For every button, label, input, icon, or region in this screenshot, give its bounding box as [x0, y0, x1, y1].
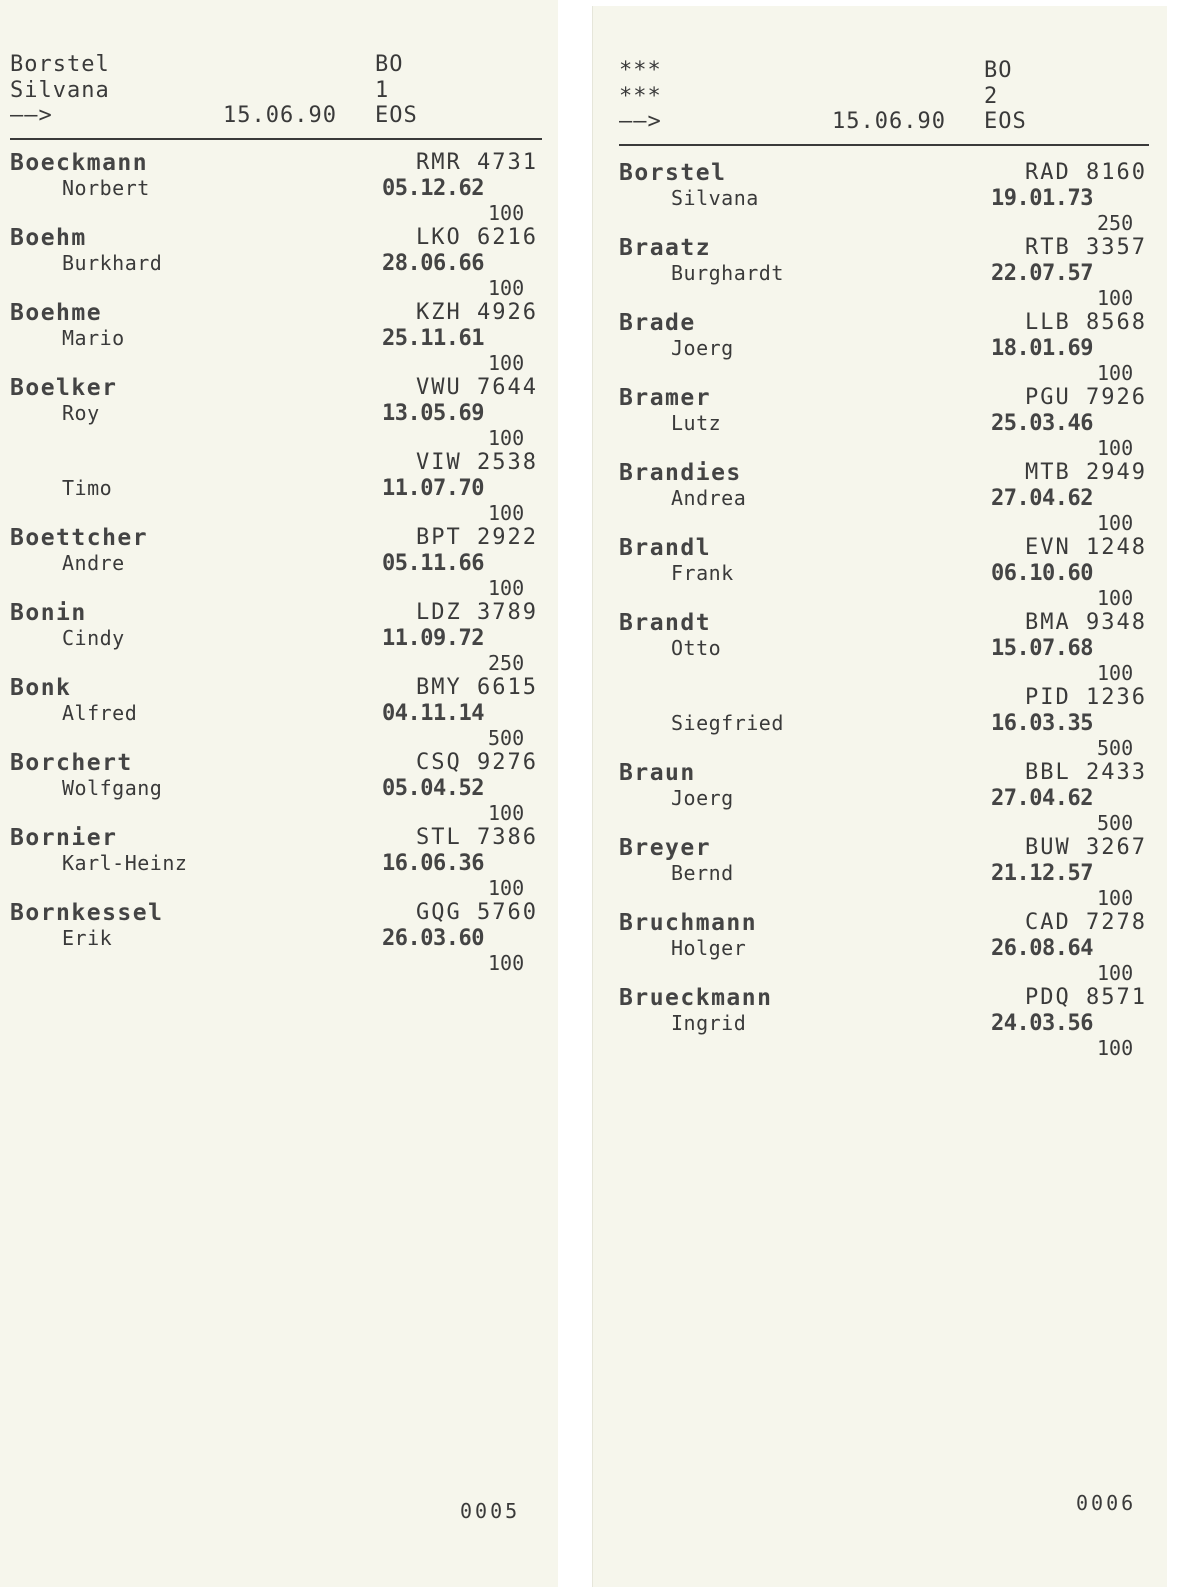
entry-birthdate: 11.09.72 [382, 626, 484, 651]
entry-surname: Bornier [10, 825, 118, 851]
sheet-page-1 [0, 0, 558, 1587]
entry-firstname: Cindy [62, 626, 125, 650]
list-item [10, 523, 540, 598]
entry-list [619, 158, 1149, 1058]
entry-birthdate: 21.12.57 [991, 861, 1093, 886]
header-code: BO [375, 52, 404, 77]
arrow-icon: ——> [10, 103, 53, 128]
entry-amount: 100 [1097, 661, 1134, 685]
header-school: EOS [984, 109, 1027, 134]
header-surname: *** [619, 58, 662, 83]
list-item [619, 833, 1149, 908]
header-firstname: Silvana [10, 78, 110, 103]
entry-registration: EVN 1248 [1025, 535, 1147, 560]
entry-amount: 100 [488, 276, 525, 300]
entry-amount: 250 [488, 651, 525, 675]
entry-firstname: Burkhard [62, 251, 163, 275]
entry-birthdate: 26.08.64 [991, 936, 1093, 961]
entry-registration: VIW 2538 [416, 450, 538, 475]
list-item [10, 598, 540, 673]
entry-registration: PGU 7926 [1025, 385, 1147, 410]
list-item [10, 298, 540, 373]
list-item [10, 823, 540, 898]
entry-firstname: Timo [62, 476, 113, 500]
entry-amount: 100 [488, 201, 525, 225]
entry-registration: STL 7386 [416, 825, 538, 850]
entry-firstname: Siegfried [671, 711, 784, 735]
entry-registration: KZH 4926 [416, 300, 538, 325]
entry-firstname: Mario [62, 326, 125, 350]
entry-birthdate: 05.11.66 [382, 551, 484, 576]
list-item [619, 308, 1149, 383]
header-firstname: *** [619, 84, 662, 109]
entry-birthdate: 16.06.36 [382, 851, 484, 876]
entry-surname: Brueckmann [619, 985, 773, 1011]
list-item [10, 373, 540, 448]
entry-birthdate: 27.04.62 [991, 786, 1093, 811]
entry-firstname: Andrea [671, 486, 747, 510]
header-surname: Borstel [10, 52, 110, 77]
entry-amount: 100 [1097, 286, 1134, 310]
entry-surname: Bonk [10, 675, 72, 701]
entry-surname: Boehm [10, 225, 87, 251]
entry-surname: Bruchmann [619, 910, 758, 936]
entry-amount: 100 [1097, 586, 1134, 610]
entry-amount: 100 [1097, 886, 1134, 910]
entry-registration: BMY 6615 [416, 675, 538, 700]
entry-birthdate: 28.06.66 [382, 251, 484, 276]
entry-firstname: Joerg [671, 336, 734, 360]
entry-firstname: Andre [62, 551, 125, 575]
entry-birthdate: 13.05.69 [382, 401, 484, 426]
entry-birthdate: 05.04.52 [382, 776, 484, 801]
entry-surname: Boehme [10, 300, 103, 326]
entry-amount: 500 [488, 726, 525, 750]
entry-amount: 100 [488, 351, 525, 375]
entry-firstname: Burghardt [671, 261, 784, 285]
entry-firstname: Silvana [671, 186, 759, 210]
entry-firstname: Karl-Heinz [62, 851, 188, 875]
entry-surname: Bonin [10, 600, 87, 626]
entry-amount: 250 [1097, 211, 1134, 235]
entry-registration: CSQ 9276 [416, 750, 538, 775]
list-item [619, 758, 1149, 833]
entry-birthdate: 19.01.73 [991, 186, 1093, 211]
entry-amount: 100 [488, 876, 525, 900]
list-item [10, 448, 540, 523]
entry-birthdate: 16.03.35 [991, 711, 1093, 736]
entry-registration: BPT 2922 [416, 525, 538, 550]
entry-amount: 100 [1097, 1036, 1134, 1060]
entry-birthdate: 06.10.60 [991, 561, 1093, 586]
header-sheet-number: 1 [375, 78, 390, 103]
entry-registration: PDQ 8571 [1025, 985, 1147, 1010]
entry-birthdate: 04.11.14 [382, 701, 484, 726]
list-item [619, 908, 1149, 983]
entry-birthdate: 05.12.62 [382, 176, 484, 201]
entry-amount: 100 [1097, 436, 1134, 460]
entry-firstname: Erik [62, 926, 113, 950]
entry-surname: Braun [619, 760, 696, 786]
entry-registration: RAD 8160 [1025, 160, 1147, 185]
list-item [619, 608, 1149, 683]
entry-surname: Brandt [619, 610, 712, 636]
entry-amount: 100 [1097, 361, 1134, 385]
entry-birthdate: 25.11.61 [382, 326, 484, 351]
list-item [10, 748, 540, 823]
entry-birthdate: 25.03.46 [991, 411, 1093, 436]
entry-registration: LLB 8568 [1025, 310, 1147, 335]
entry-surname: Braatz [619, 235, 712, 261]
entry-firstname: Alfred [62, 701, 138, 725]
entry-registration: MTB 2949 [1025, 460, 1147, 485]
entry-firstname: Bernd [671, 861, 734, 885]
list-item [10, 673, 540, 748]
list-item [10, 148, 540, 223]
header-divider [10, 138, 542, 140]
entry-birthdate: 24.03.56 [991, 1011, 1093, 1036]
entry-registration: PID 1236 [1025, 685, 1147, 710]
entry-amount: 100 [1097, 961, 1134, 985]
entry-amount: 500 [1097, 736, 1134, 760]
entry-birthdate: 27.04.62 [991, 486, 1093, 511]
entry-surname: Borchert [10, 750, 133, 776]
entry-birthdate: 18.01.69 [991, 336, 1093, 361]
list-item [619, 158, 1149, 233]
entry-firstname: Ingrid [671, 1011, 747, 1035]
entry-firstname: Joerg [671, 786, 734, 810]
entry-registration: RTB 3357 [1025, 235, 1147, 260]
header-sheet-number: 2 [984, 84, 999, 109]
entry-amount: 100 [488, 951, 525, 975]
entry-birthdate: 15.07.68 [991, 636, 1093, 661]
page-header [10, 48, 542, 138]
entry-registration: BUW 3267 [1025, 835, 1147, 860]
entry-amount: 100 [488, 501, 525, 525]
page-number: 0005 [460, 1499, 521, 1523]
entry-surname: Boelker [10, 375, 118, 401]
entry-registration: LDZ 3789 [416, 600, 538, 625]
entry-amount: 100 [488, 576, 525, 600]
entry-surname: Boeckmann [10, 150, 149, 176]
entry-amount: 500 [1097, 811, 1134, 835]
entry-firstname: Otto [671, 636, 722, 660]
entry-registration: RMR 4731 [416, 150, 538, 175]
entry-surname: Breyer [619, 835, 712, 861]
arrow-icon: ——> [619, 109, 662, 134]
entry-firstname: Norbert [62, 176, 150, 200]
entry-firstname: Frank [671, 561, 734, 585]
entry-firstname: Roy [62, 401, 100, 425]
entry-birthdate: 22.07.57 [991, 261, 1093, 286]
entry-surname: Brade [619, 310, 696, 336]
entry-firstname: Wolfgang [62, 776, 163, 800]
entry-registration: VWU 7644 [416, 375, 538, 400]
entry-surname: Bornkessel [10, 900, 164, 926]
entry-registration: LKO 6216 [416, 225, 538, 250]
entry-firstname: Lutz [671, 411, 722, 435]
page-header [619, 54, 1149, 144]
entry-surname: Bramer [619, 385, 712, 411]
entry-registration: BBL 2433 [1025, 760, 1147, 785]
header-school: EOS [375, 103, 418, 128]
entry-surname: Brandl [619, 535, 712, 561]
entry-registration: GQG 5760 [416, 900, 538, 925]
header-divider [619, 144, 1149, 146]
list-item [619, 383, 1149, 458]
header-date: 15.06.90 [223, 103, 337, 128]
entry-birthdate: 11.07.70 [382, 476, 484, 501]
entry-firstname: Holger [671, 936, 747, 960]
entry-amount: 100 [488, 801, 525, 825]
list-item [10, 898, 540, 973]
entry-surname: Brandies [619, 460, 742, 486]
entry-amount: 100 [1097, 511, 1134, 535]
entry-list [10, 148, 540, 973]
list-item [619, 533, 1149, 608]
list-item [619, 233, 1149, 308]
entry-surname: Boettcher [10, 525, 149, 551]
entry-registration: CAD 7278 [1025, 910, 1147, 935]
entry-birthdate: 26.03.60 [382, 926, 484, 951]
list-item [10, 223, 540, 298]
list-item [619, 683, 1149, 758]
entry-surname: Borstel [619, 160, 727, 186]
page-number: 0006 [1076, 1491, 1137, 1515]
entry-registration: BMA 9348 [1025, 610, 1147, 635]
list-item [619, 458, 1149, 533]
entry-amount: 100 [488, 426, 525, 450]
header-date: 15.06.90 [832, 109, 946, 134]
sheet-page-2 [592, 6, 1167, 1587]
list-item [619, 983, 1149, 1058]
header-code: BO [984, 58, 1013, 83]
